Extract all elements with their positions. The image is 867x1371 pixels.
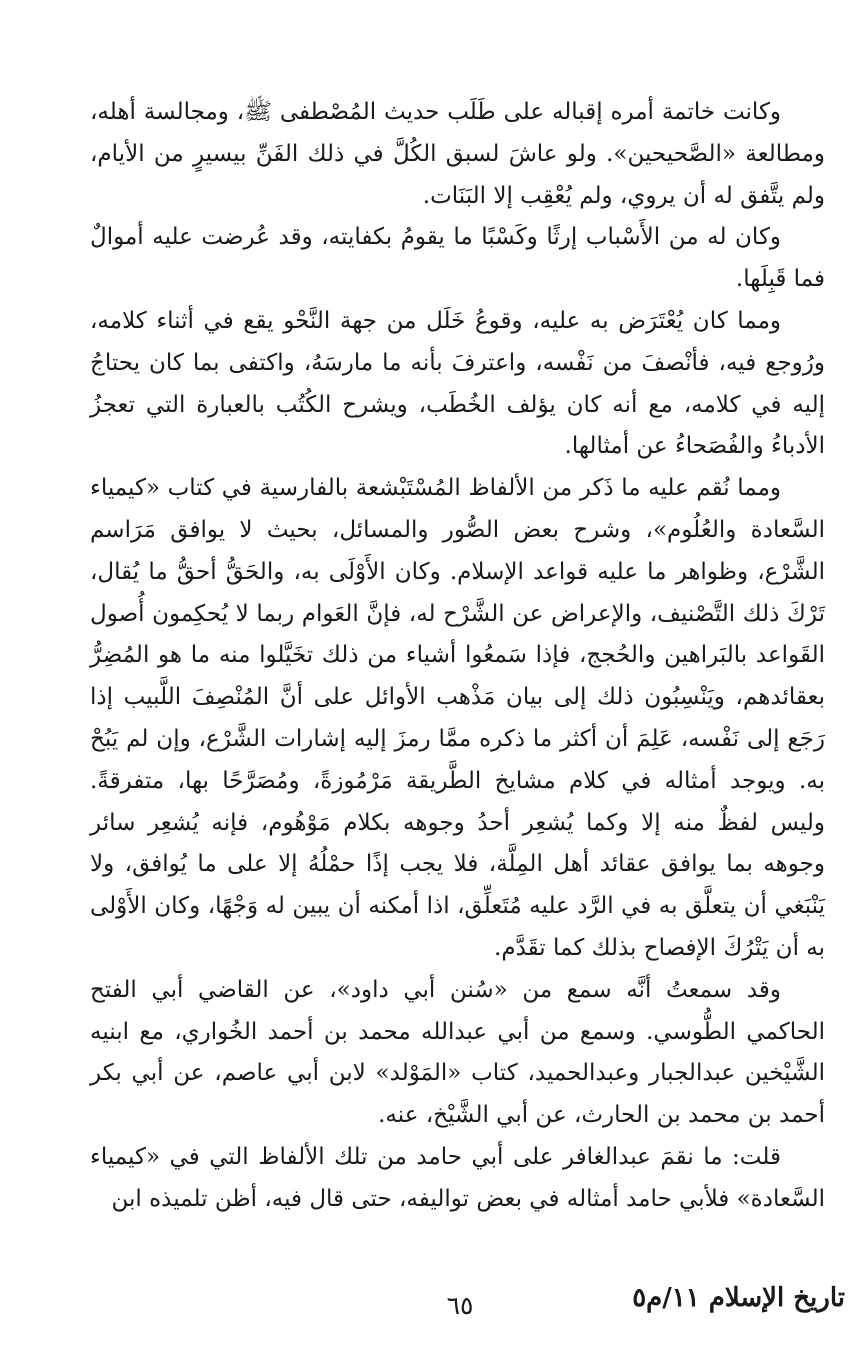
paragraph: وقد سمعتُ أنَّه سمع من «سُنن أبي داود»، عن القاضي أبي الفتح الحاكمي الطُّوسي. وسمع من أبي عبدالله محمد بن أحمد الخُواري، مع ابنيه الشَّيْخين عبدالجبار وعبدالحميد، كتاب «المَوْلد» لابن أبي عاصم، عن أبي بكر أحمد بن محمد بن الحارث، عن أبي الشَّيْخ، عنه. [90, 976, 825, 1129]
paragraph: وكانت خاتمة أمره إقباله على طَلَب حديث المُصْطفى ﷺ، ومجالسة أهله، ومطالعة «الصَّحيحين». ولو عاشَ لسبق الكُلَّ في ذلك الفَنِّ بيسيرٍ من الأيام، ولم يتَّفق له أن يروي، ولم يُعْقِب إلا البَنَات. [90, 99, 825, 209]
paragraph: وكان له من الأَسْباب إرثًا وكَسْبًا ما يقومُ بكفايته، وقد عُرضت عليه أموالٌ فما قَبِلَها. [90, 224, 825, 293]
page-number: ٦٥ [446, 1291, 474, 1320]
paragraph: ومما كان يُعْتَرَض به عليه، وقوعُ خَلَل من جهة النَّحْو يقع في أثناء كلامه، ورُوجع فيه، فأنْصفَ من نَفْسه، واعترفَ بأنه ما مارسَهُ، واكتفى بما كان يحتاجُ إليه في كلامه، مع أنه كان يؤلف الخُطَب، ويشرح الكُتُب بالعبارة التي تعجزُ الأدباءُ والفُصَحاءُ عن أمثالها. [90, 307, 825, 460]
footer-book-title: تاريخ الإسلام ١١/م٥ [632, 1283, 845, 1313]
paragraph: ومما نُقم عليه ما ذَكر من الألفاظ المُسْتَبْشعة بالفارسية في كتاب «كيمياء السَّعادة والعُلُوم»، وشرح بعض الصُّور والمسائل، بحيث لا يوافق مَرَاسم الشَّرْع، وظواهر ما عليه قواعد الإسلام. وكان الأَوْلَى به، والحَقُّ أحقُّ ما يُقال، تَرْكَ ذلك التَّصْنيف، والإعراض عن الشَّرْح له، فإنَّ العَوام ربما لا يُحكِمون أُصول القَواعد بالبَراهين والحُجج، فإذا سَمعُوا أشياء من ذلك تخَيَّلوا منه ما هو المُضِرُّ بعقائدهم، ويَنْسِبُون ذلك إلى بيان مَذْهب الأوائل على أنَّ المُنْصِفَ اللَّبيب إذا رَجَع إلى نَفْسه، عَلِمَ أن أكثر ما ذكره ممَّا رمزَ إليه إشارات الشَّرْع، وإن لم يَبُحْ به. ويوجد أمثاله في كلام مشايخ الطَّريقة مَرْمُوزةً، ومُصَرَّحًا بها، متفرقةً. وليس لفظٌ منه إلا وكما يُشعِر أحدُ وجوهه بكلام مَوْهُوم، فإنه يُشعِر سائر وجوهه بما يوافق عقائد أهل المِلَّة، فلا يجب إذًا حمْلُهُ إلا على ما يُوافق، ولا يَنْبَغي أن يتعلَّق به في الرَّد عليه مُتَعلِّق، اذا أمكنه أن يبين له وَجْهًا، وكان الأَوْلى به أن يَتْرُكَ الإفصاح بذلك كما تقَدَّم. [90, 475, 826, 961]
body-text [90, 92, 825, 1221]
paragraph: قلت: ما نقمَ عبدالغافر على أبي حامد من تلك الألفاظ التي في «كيمياء السَّعادة» فلأبي حامد أمثاله في بعض تواليفه، حتى قال فيه، أظن تلميذه ابن [90, 1143, 825, 1212]
